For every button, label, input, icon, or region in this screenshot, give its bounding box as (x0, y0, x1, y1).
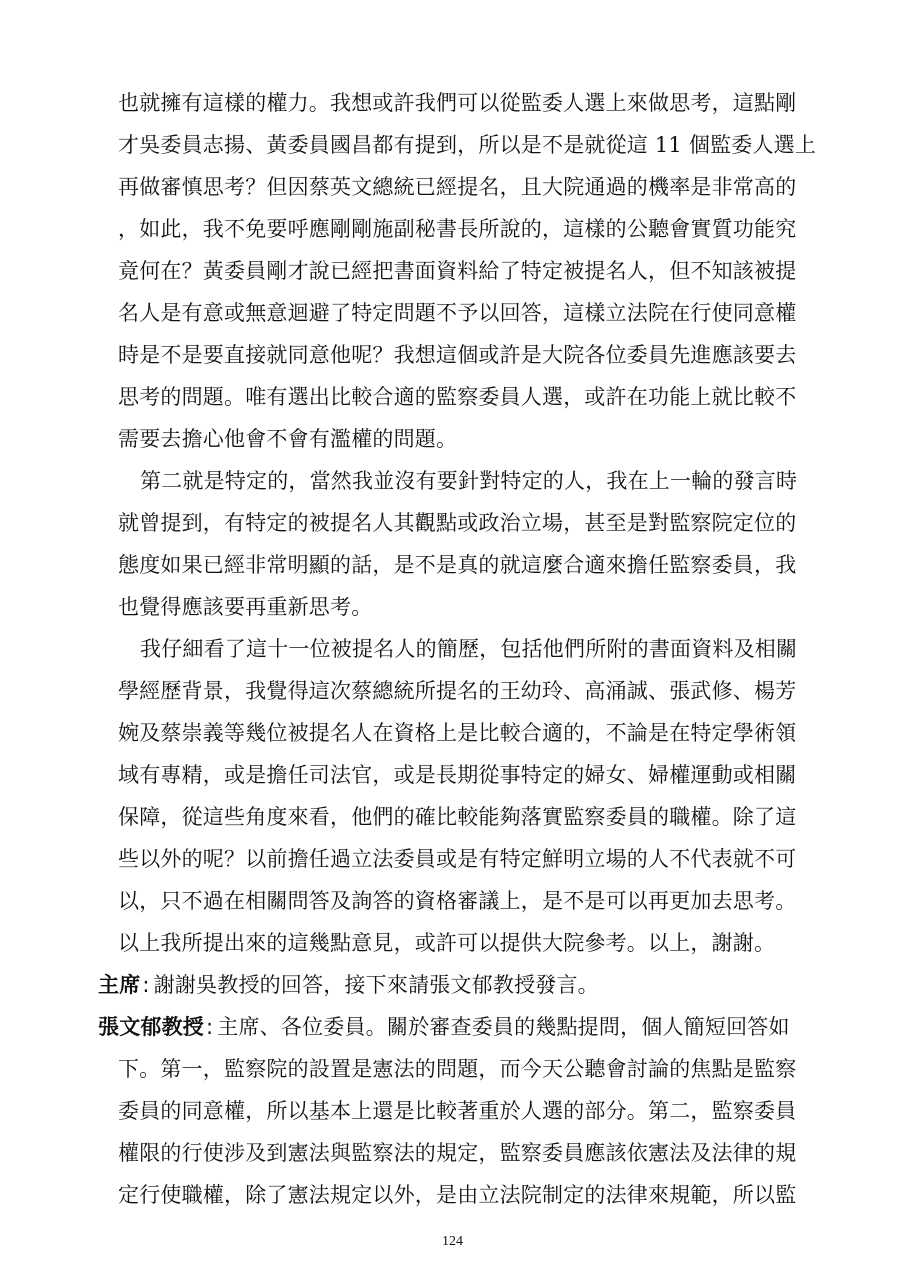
body-text-line: 第二就是特定的，當然我並沒有要針對特定的人，我在上一輪的發言時 (140, 469, 798, 493)
body-text-line: ，如此，我不免要呼應剛剛施副秘書長所說的，這樣的公聽會實質功能究 (118, 217, 797, 241)
speaker-name: 張文郁教授 (98, 1015, 204, 1039)
body-text-line: 我仔細看了這十一位被提名人的簡歷，包括他們所附的書面資料及相關 (140, 637, 798, 661)
body-text-line: 名人是有意或無意迴避了特定問題不予以回答，這樣立法院在行使同意權 (118, 301, 797, 325)
body-text-line: 域有專精，或是擔任司法官，或是長期從事特定的婦女、婦權運動或相關 (118, 763, 797, 787)
body-text-line: 時是不是要直接就同意他呢？我想這個或許是大院各位委員先進應該要去 (118, 343, 797, 367)
body-text-line: 些以外的呢？以前擔任過立法委員或是有特定鮮明立場的人不代表就不可 (118, 847, 797, 871)
speaker-colon: : (142, 973, 150, 997)
body-text-line: 思考的問題。唯有選出比較合適的監察委員人選，或許在功能上就比較不 (118, 385, 797, 409)
body-text-line: 竟何在？黃委員剛才說已經把書面資料給了特定被提名人，但不知該被提 (118, 259, 797, 283)
body-text-line: 就曾提到，有特定的被提名人其觀點或政治立場，甚至是對監察院定位的 (118, 511, 797, 535)
body-text-line: 也覺得應該要再重新思考。 (118, 595, 373, 619)
body-text-line: 委員的同意權，所以基本上還是比較著重於人選的部分。第二，監察委員 (118, 1099, 797, 1123)
speaker-colon: : (206, 1015, 214, 1039)
body-text-line: 以，只不過在相關問答及詢答的資格審議上，是不是可以再更加去思考。 (118, 889, 797, 913)
body-text-line: 學經歷背景，我覺得這次蔡總統所提名的王幼玲、高涌誠、張武修、楊芳 (118, 679, 797, 703)
speaker-name: 主席 (98, 973, 141, 997)
body-text-line: 態度如果已經非常明顯的話，是不是真的就這麼合適來擔任監察委員，我 (118, 553, 797, 577)
speech-text: 主席、各位委員。關於審查委員的幾點提問，個人簡短回答如 (217, 1015, 790, 1039)
body-text-line: 再做審慎思考？但因蔡英文總統已經提名，且大院通過的機率是非常高的 (118, 175, 797, 199)
body-text-line: 需要去擔心他會不會有濫權的問題。 (118, 427, 458, 451)
body-text-line: 定行使職權，除了憲法規定以外，是由立法院制定的法律來規範，所以監 (118, 1183, 797, 1207)
body-text-line: 才吳委員志揚、黃委員國昌都有提到，所以是不是就從這 11 個監委人選上 (118, 133, 817, 157)
page-number: 124 (442, 1234, 463, 1249)
body-text-line: 權限的行使涉及到憲法與監察法的規定，監察委員應該依憲法及法律的規 (118, 1141, 797, 1165)
body-text-line: 下。第一，監察院的設置是憲法的問題，而今天公聽會討論的焦點是監察 (118, 1057, 797, 1081)
speech-text: 謝謝吳教授的回答，接下來請張文郁教授發言。 (153, 973, 599, 997)
body-text-line: 以上我所提出來的這幾點意見，或許可以提供大院參考。以上，謝謝。 (118, 931, 776, 955)
body-text-line: 也就擁有這樣的權力。我想或許我們可以從監委人選上來做思考，這點剛 (118, 91, 797, 115)
zhang-speech-first-line (98, 1012, 790, 1042)
body-text-line: 婉及蔡崇義等幾位被提名人在資格上是比較合適的，不論是在特定學術領 (118, 721, 797, 745)
body-text-line: 保障，從這些角度來看，他們的確比較能夠落實監察委員的職權。除了這 (118, 805, 797, 829)
chair-speech (98, 970, 599, 1000)
